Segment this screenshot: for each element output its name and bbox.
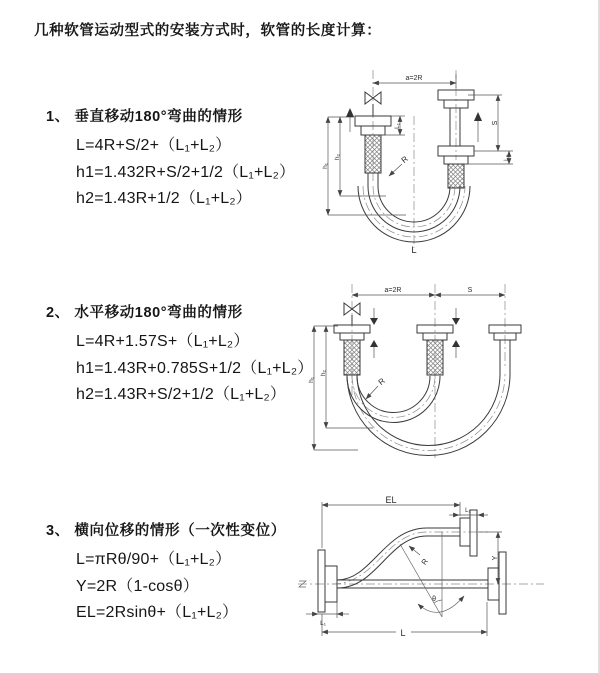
dim-label-l2: L₂ xyxy=(504,155,510,161)
formula-line: h2=1.43R+1/2（L₁+L₂） xyxy=(76,190,252,207)
diagram-vertical-180-bend xyxy=(298,64,550,256)
radius-label: R xyxy=(399,154,410,165)
braid-left xyxy=(365,135,381,173)
page-title: 几种软管运动型式的安装方式时，软管的长度计算： xyxy=(34,23,382,39)
dim-label-h2: h₂ xyxy=(320,369,327,377)
section-3-heading: 3、 横向位移的情形（一次性变位） xyxy=(46,523,286,539)
dim-label-l: L xyxy=(400,628,406,638)
braid-middle xyxy=(427,340,443,375)
hose-geometry xyxy=(318,510,506,614)
dimension-lines xyxy=(328,74,513,215)
section-vertical-movement xyxy=(46,105,321,213)
section-horizontal-movement xyxy=(46,301,321,409)
dim-label-l2: L₂ xyxy=(465,508,471,514)
formula-line: L=4R+S/2+（L₁+L₂） xyxy=(76,137,232,154)
dim-label-s: S xyxy=(467,287,473,294)
dim-label-el: EL xyxy=(385,495,397,505)
hose-geometry xyxy=(334,303,521,456)
braid-left xyxy=(344,340,360,375)
dim-label-s: S xyxy=(492,120,499,126)
dimension-lines xyxy=(306,502,502,636)
formula-line: L=πRθ/90+（L₁+L₂） xyxy=(76,551,232,568)
dim-label-y: Y xyxy=(492,555,499,561)
dim-label-l1: L₁ xyxy=(320,620,326,627)
formula-line: h2=1.43R+S/2+1/2（L₁+L₂） xyxy=(76,386,287,403)
formula-line: h1=1.432R+S/2+1/2（L₁+L₂） xyxy=(76,163,296,181)
formula-line: Y=2R（1-cosθ） xyxy=(76,577,199,595)
length-label: L xyxy=(411,245,417,256)
dim-label-a2r: a=2R xyxy=(405,75,423,82)
dim-label-h1: h₁ xyxy=(322,163,329,169)
radius-label: R xyxy=(376,376,387,387)
dim-label-h1: h₁ xyxy=(308,377,315,383)
construction-lines xyxy=(299,532,464,617)
radius-label: R xyxy=(419,556,430,567)
flange-left xyxy=(318,550,325,612)
braid-right xyxy=(448,164,464,188)
dim-label-l1: L₁ xyxy=(394,123,401,129)
angle-label: θ xyxy=(432,596,436,603)
formula-line: L=4R+1.57S+（L₁+L₂） xyxy=(76,333,250,350)
section-lateral-displacement xyxy=(46,519,321,627)
section-1-heading: 1、 垂直移动180°弯曲的情形 xyxy=(46,109,243,125)
section-2-heading: 2、 水平移动180°弯曲的情形 xyxy=(46,305,243,321)
dim-label-a2r: a=2R xyxy=(384,287,402,294)
diagram-lateral-displacement xyxy=(292,492,560,650)
diagram-horizontal-180-bend xyxy=(298,278,550,463)
dim-label-h2: h₂ xyxy=(334,153,341,161)
formula-line: EL=2Rsinθ+（L₁+L₂） xyxy=(76,604,239,621)
formula-line: h1=1.43R+0.785S+1/2（L₁+L₂） xyxy=(76,359,314,377)
